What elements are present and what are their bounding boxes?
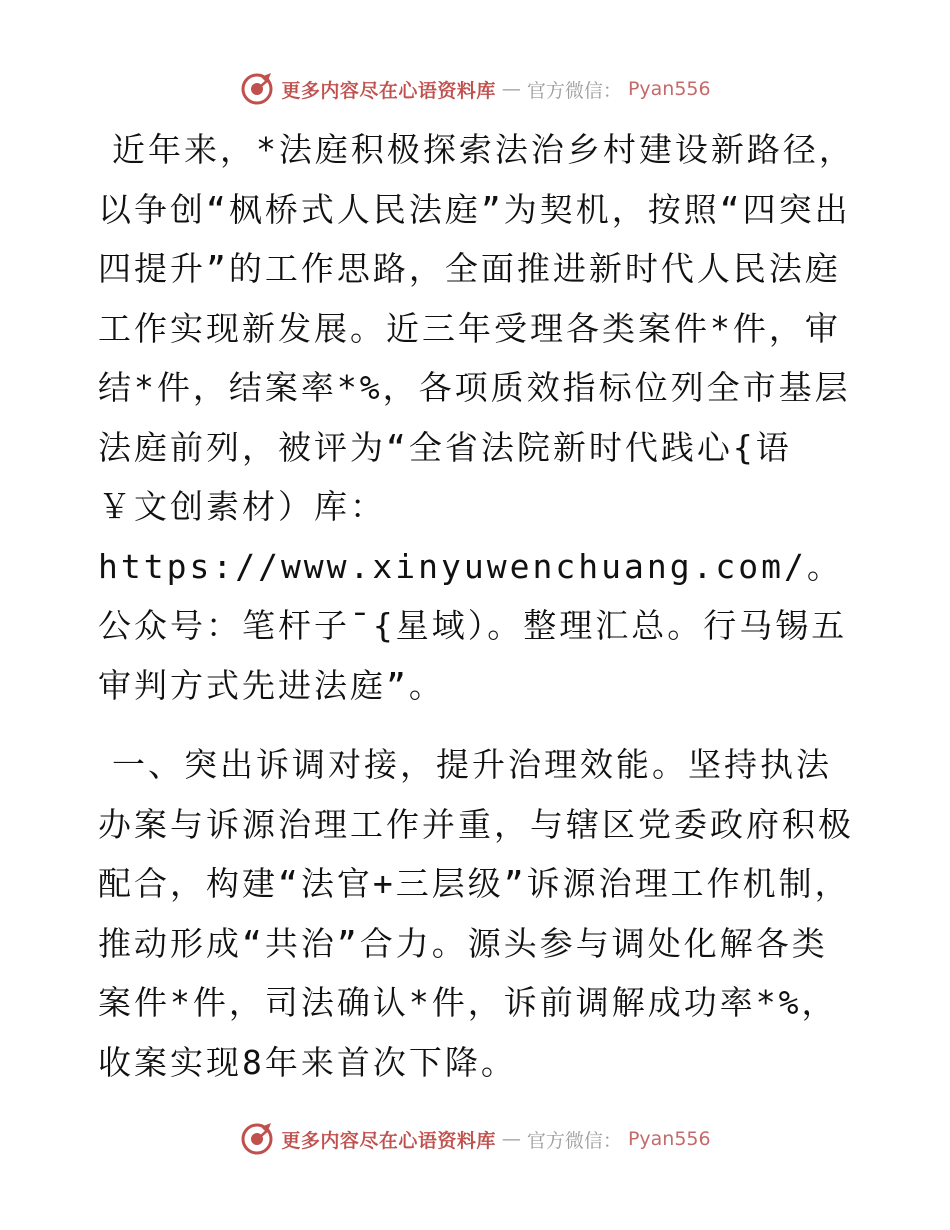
banner-wechat-id: Pyan556	[627, 78, 711, 100]
banner-brand-text: 更多内容尽在心语资料库	[281, 1129, 496, 1152]
paragraph: 近年来，*法庭积极探索法治乡村建设新路径，以争创“枫桥式人民法庭”为契机，按照“四突出四提升”的工作思路，全面推进新时代人民法庭工作实现新发展。近三年受理各类案件*件，审结*件，结案率*%，各项质效指标位列全市基层法庭前列，被评为“全省法院新时代践心{语￥文创素材）库：https://www.xinyuwenchuang.com/。公众号：笔杆子¯{星域）。整理汇总。行马锡五审判方式先进法庭”。	[98, 130, 855, 705]
document-body	[98, 120, 858, 1092]
brand-logo-icon	[239, 1121, 275, 1157]
banner-wechat-id: Pyan556	[627, 1128, 711, 1150]
banner-dash: —	[501, 78, 521, 100]
footer-banner	[0, 1117, 950, 1161]
banner-wechat-label: 官方微信：	[526, 79, 622, 102]
brand-logo-icon	[239, 71, 275, 107]
header-banner	[0, 67, 950, 111]
banner-dash: —	[501, 1128, 521, 1150]
banner-brand-text: 更多内容尽在心语资料库	[281, 79, 496, 102]
paragraph: 一、突出诉调对接，提升治理效能。坚持执法办案与诉源治理工作并重，与辖区党委政府积极配合，构建“法官+三层级”诉源治理工作机制，推动形成“共治”合力。源头参与调处化解各类案件*件，司法确认*件，诉前调解成功率*%，收案实现8年来首次下降。	[98, 745, 854, 1082]
banner-wechat-label: 官方微信：	[526, 1129, 622, 1152]
